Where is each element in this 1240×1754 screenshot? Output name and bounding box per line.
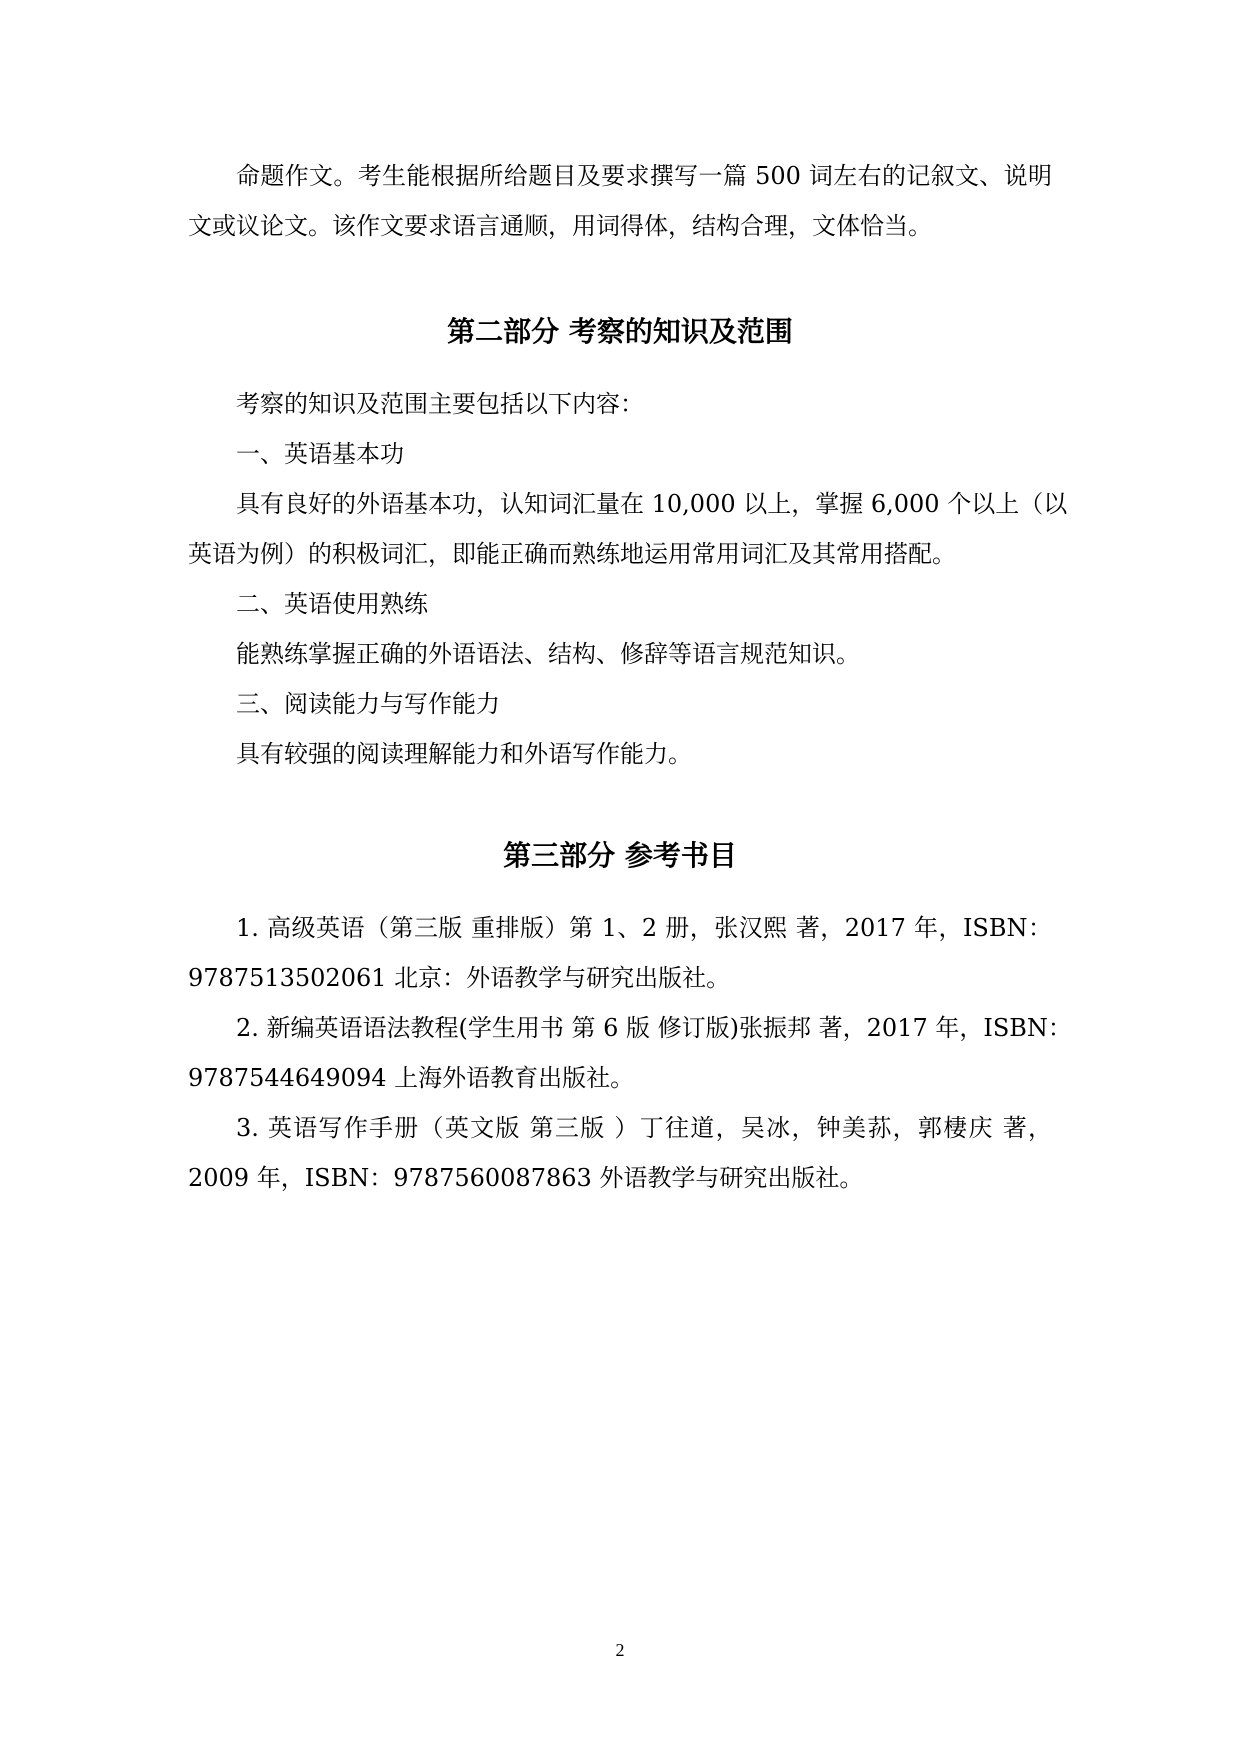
reference-1-line-1: 1. 高级英语（第三版 重排版）第 1、2 册，张汉熙 著，2017 年，ISBN： [236,914,1052,942]
page-number: 2 [615,1640,625,1660]
item-1-text-line-2: 英语为例）的积极词汇，即能正确而熟练地运用常用词汇及其常用搭配。 [188,540,956,568]
reference-3-line-2: 2009 年，ISBN：9787560087863 外语教学与研究出版社。 [188,1164,864,1192]
item-2-heading: 二、英语使用熟练 [236,590,428,618]
section-2-title: 第二部分 考察的知识及范围 [447,315,793,348]
reference-2-line-2: 9787544649094 上海外语教育出版社。 [188,1064,635,1092]
item-3-heading: 三、阅读能力与写作能力 [236,690,500,718]
intro-paragraph-line-1: 命题作文。考生能根据所给题目及要求撰写一篇 500 词左右的记叙文、说明 [236,162,1052,190]
reference-3-line-1: 3. 英语写作手册（英文版 第三版 ）丁往道，吴冰，钟美荪，郭棲庆 著， [236,1114,1052,1142]
item-3-text: 具有较强的阅读理解能力和外语写作能力。 [236,740,692,768]
intro-paragraph-line-2: 文或议论文。该作文要求语言通顺，用词得体，结构合理，文体恰当。 [188,212,932,240]
reference-1-line-2: 9787513502061 北京：外语教学与研究出版社。 [188,964,731,992]
section-3-title: 第三部分 参考书目 [503,839,737,872]
item-2-text: 能熟练掌握正确的外语语法、结构、修辞等语言规范知识。 [236,640,860,668]
reference-2-line-1: 2. 新编英语语法教程(学生用书 第 6 版 修订版)张振邦 著，2017 年，ISBN： [236,1014,1072,1042]
item-1-text-line-1: 具有良好的外语基本功，认知词汇量在 10,000 以上，掌握 6,000 个以上（以 [236,490,1068,518]
item-1-heading: 一、英语基本功 [236,440,404,468]
section-2-intro: 考察的知识及范围主要包括以下内容： [236,390,644,418]
